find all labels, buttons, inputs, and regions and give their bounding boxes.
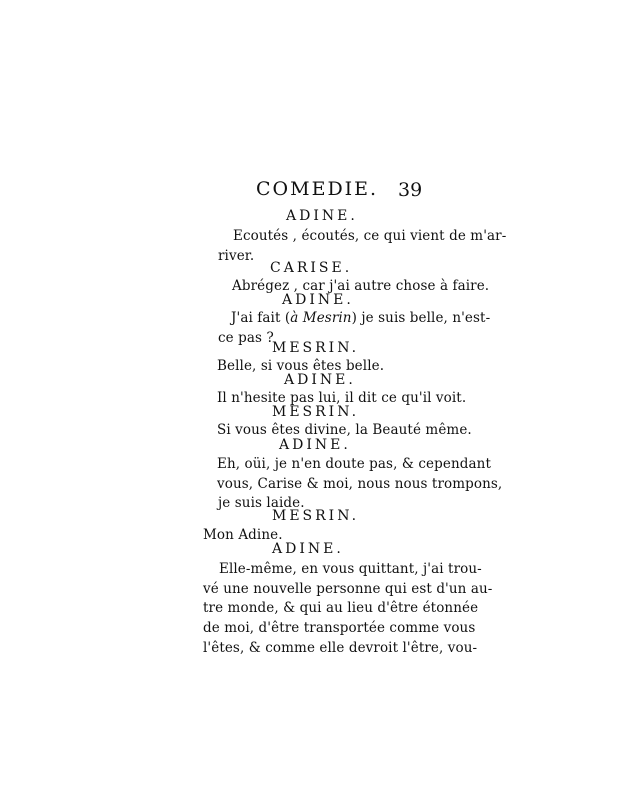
dialogue-line: Elle-même, en vous quittant, j'ai trou- [219, 561, 482, 577]
dialogue-line [231, 310, 490, 326]
dialogue-line: de moi, d'être transportée comme vous [203, 620, 476, 636]
running-title: COMEDIE. [256, 178, 379, 200]
page-number: 39 [398, 179, 423, 201]
dialogue-line: Belle, si vous êtes belle. [217, 358, 385, 374]
dialogue-line: l'êtes, & comme elle devroit l'être, vou- [203, 640, 478, 656]
dialogue-line: vous, Carise & moi, nous nous trompons, [217, 476, 503, 492]
dialogue-line: river. [218, 248, 255, 264]
dialogue-line: Mon Adine. [203, 527, 283, 543]
speaker-name: ADINE. [279, 437, 351, 453]
speaker-name: MESRIN. [272, 340, 360, 356]
line-text: J'ai fait ( [231, 310, 291, 326]
speaker-name: MESRIN. [272, 404, 360, 420]
dialogue-line: Si vous êtes divine, la Beauté même. [217, 422, 472, 438]
dialogue-line: vé une nouvelle personne qui est d'un au- [203, 581, 493, 597]
running-header [256, 178, 423, 201]
speaker-name: ADINE. [284, 372, 356, 388]
dialogue-line: Abrégez , car j'ai autre chose à faire. [232, 278, 490, 294]
dialogue-line: Il n'hesite pas lui, il dit ce qu'il voit. [217, 390, 467, 406]
speaker-name: MESRIN. [272, 508, 360, 524]
speaker-name: ADINE. [286, 208, 358, 224]
dialogue-line: je suis laide. [218, 495, 305, 511]
speaker-name: ADINE. [272, 541, 344, 557]
speaker-name: CARISE. [270, 260, 353, 276]
stage-direction: à Mesrin [290, 310, 352, 326]
dialogue-line: tre monde, & qui au lieu d'être étonnée [203, 600, 479, 616]
speaker-name: ADINE. [282, 292, 354, 308]
line-text: ) je suis belle, n'est- [351, 310, 491, 326]
dialogue-line: Eh, oüi, je n'en doute pas, & cependant [217, 456, 491, 472]
dialogue-line: Ecoutés , écoutés, ce qui vient de m'ar- [233, 228, 507, 244]
dialogue-line: ce pas ? [218, 330, 274, 346]
